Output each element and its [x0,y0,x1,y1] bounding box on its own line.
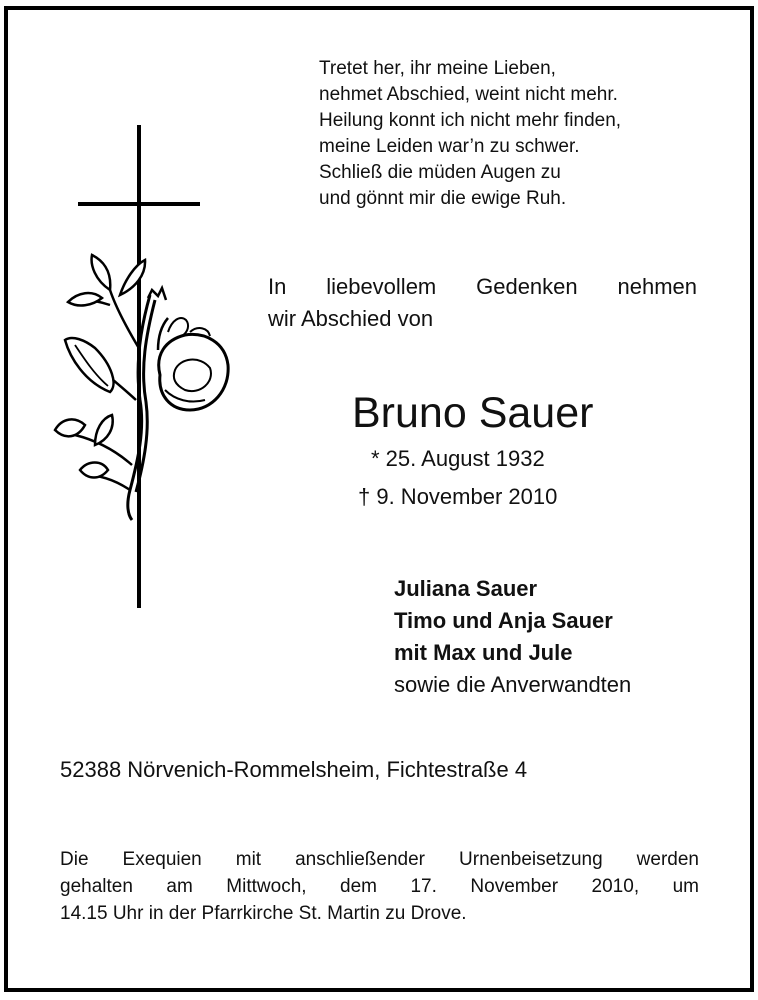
poem-line: meine Leiden war’n zu schwer. [319,136,580,157]
mourner: mit Max und Jule [394,640,573,665]
service-notice [60,846,699,927]
poem-line: und gönnt mir die ewige Ruh. [319,188,567,209]
mourner: Juliana Sauer [394,576,538,601]
service-line: gehalten am Mittwoch, dem 17. November 2010, um [60,876,699,897]
relatives-line: sowie die Anverwandten [394,672,632,697]
intro-text [268,271,697,335]
mourners-list [394,573,631,701]
service-line: 14.15 Uhr in der Pfarrkirche St. Martin zu Drove. [60,903,467,924]
poem-line: Tretet her, ihr meine Lieben, [319,58,556,79]
cross-rose-icon [40,120,240,610]
service-line: Die Exequien mit anschließender Urnenbeisetzung werden [60,849,699,870]
death-date: † 9. November 2010 [358,484,558,509]
mourner: Timo und Anja Sauer [394,608,613,633]
address: 52388 Nörvenich-Rommelsheim, Fichtestraße 4 [60,757,528,782]
intro-line: wir Abschied von [268,306,434,331]
deceased-name: Bruno Sauer [352,389,594,437]
poem [319,56,621,212]
poem-line: Heilung konnt ich nicht mehr finden, [319,110,622,131]
poem-line: Schließ die müden Augen zu [319,162,561,183]
poem-line: nehmet Abschied, weint nicht mehr. [319,84,618,105]
intro-line: In liebevollem Gedenken nehmen [268,274,697,299]
birth-date: * 25. August 1932 [371,446,545,471]
